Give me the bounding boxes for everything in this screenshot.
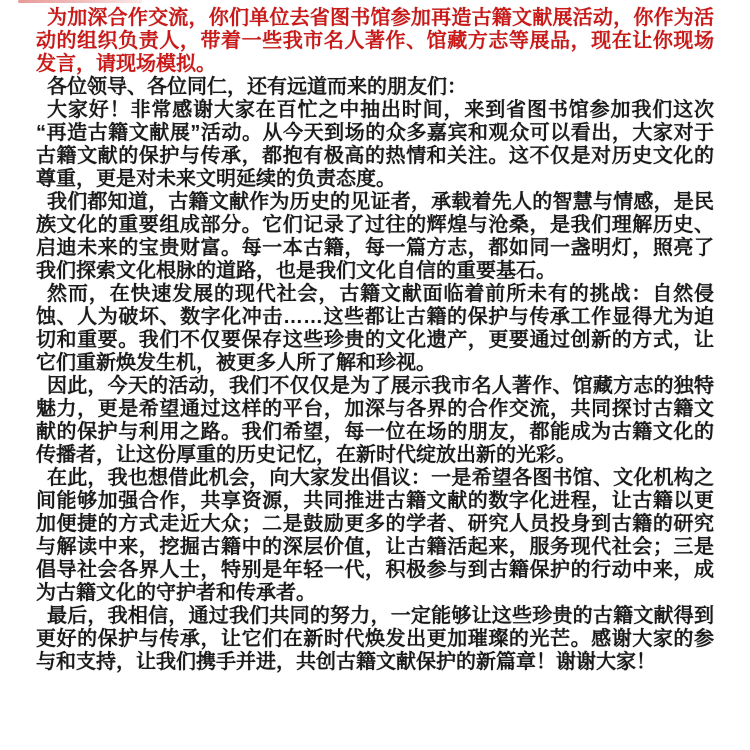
speech-paragraph-greeting: 大家好！非常感谢大家在百忙之中抽出时间，来到省图书馆参加我们这次“再造古籍文献展”活动。从今天到场的众多嘉宾和观众可以看出，大家对于古籍文献的保护与传承，都抱有极高的热情和关注。这不仅是对历史文化的尊重，更是对未来文明延续的负责态度。 (36, 99, 714, 190)
speech-paragraph-challenges: 然而，在快速发展的现代社会，古籍文献面临着前所未有的挑战：自然侵蚀、人为破坏、数字化冲击……这些都让古籍的保护与传承工作显得尤为迫切和重要。我们不仅要保存这些珍贵的文化遗产，更要通过创新的方式，让它们重新焕发生机，被更多人所了解和珍视。 (36, 283, 714, 374)
speech-paragraph-initiatives: 在此，我也想借此机会，向大家发出倡议：一是希望各图书馆、文化机构之间能够加强合作，共享资源，共同推进古籍文献的数字化进程，让古籍以更加便捷的方式走近大众；二是鼓励更多的学者、研究人员投身到古籍的研究与解读中来，挖掘古籍中的深层价值，让古籍活起来，服务现代社会；三是倡导社会各界人士，特别是年轻一代，积极参与到古籍保护的行动中来，成为古籍文化的守护者和传承者。 (36, 467, 714, 604)
speech-paragraph-closing: 最后，我相信，通过我们共同的努力，一定能够让这些珍贵的古籍文献得到更好的保护与传承，让它们在新时代焕发出更加璀璨的光芒。感谢大家的参与和支持，让我们携手并进，共创古籍文献保护的新篇章！谢谢大家！ (36, 605, 714, 673)
speech-paragraph-significance: 我们都知道，古籍文献作为历史的见证者，承载着先人的智慧与情感，是民族文化的重要组成部分。它们记录了过往的辉煌与沧桑，是我们理解历史、启迪未来的宝贵财富。每一本古籍，每一篇方志，都如同一盏明灯，照亮了我们探索文化根脉的道路，也是我们文化自信的重要基石。 (36, 191, 714, 282)
speech-paragraph-purpose: 因此，今天的活动，我们不仅仅是为了展示我市名人著作、馆藏方志的独特魅力，更是希望通过这样的平台，加深与各界的合作交流，共同探讨古籍文献的保护与利用之路。我们希望，每一位在场的朋友，都能成为古籍文化的传播者，让这份厚重的历史记忆，在新时代绽放出新的光彩。 (36, 375, 714, 466)
cropped-line-remnant (18, 0, 142, 3)
scenario-prompt: 为加深合作交流，你们单位去省图书馆参加再造古籍文献展活动，你作为活动的组织负责人，带着一些我市名人著作、馆藏方志等展品，现在让你现场发言，请现场模拟。 (36, 7, 714, 75)
speech-salutation: 各位领导、各位同仁，还有远道而来的朋友们： (47, 76, 467, 98)
